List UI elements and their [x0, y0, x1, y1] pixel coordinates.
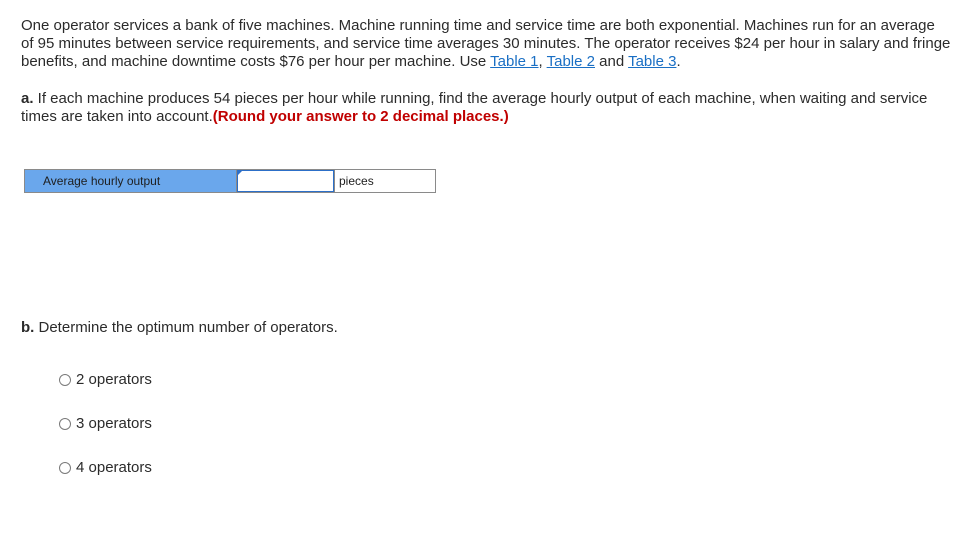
- problem-text: One operator services a bank of five machines. Machine running time and service time are both exponential. Machines run for an average of 95 minutes between service requirements, and service time averages 30 minutes. The operator receives $24 per hour in salary and fringe benefits, and machine downtime costs $76 per hour per machine. Use: [21, 17, 951, 70]
- problem-statement: [21, 17, 951, 71]
- part-b-question: [21, 319, 338, 337]
- option-label: 3 operators: [76, 415, 152, 432]
- answer-row-label: Average hourly output: [25, 170, 237, 192]
- table-3-link[interactable]: Table 3: [628, 53, 677, 70]
- part-b-text: Determine the optimum number of operators.: [34, 319, 338, 336]
- option-label: 2 operators: [76, 371, 152, 388]
- table-2-link[interactable]: Table 2: [546, 53, 595, 70]
- radio-button-icon[interactable]: [59, 374, 71, 386]
- answer-input-cell: [237, 170, 335, 192]
- link-separator: and: [594, 53, 629, 70]
- radio-button-icon[interactable]: [59, 462, 71, 474]
- option-2-operators[interactable]: [59, 371, 152, 389]
- link-separator: ,: [538, 53, 547, 70]
- period: .: [676, 53, 681, 70]
- part-a-text: If each machine produces 54 pieces per hour while running, find the average hourly output of each machine, when waiting and service times are taken into account.: [21, 90, 928, 125]
- radio-button-icon[interactable]: [59, 418, 71, 430]
- part-a-question: [21, 90, 951, 126]
- option-label: 4 operators: [76, 459, 152, 476]
- option-4-operators[interactable]: [59, 459, 152, 477]
- part-a-label: a.: [21, 90, 34, 107]
- part-b-label: b.: [21, 319, 35, 336]
- average-hourly-output-input[interactable]: [237, 170, 334, 192]
- rounding-instruction: (Round your answer to 2 decimal places.): [212, 108, 509, 125]
- option-3-operators[interactable]: [59, 415, 152, 433]
- answer-table: [24, 169, 436, 193]
- answer-unit: pieces: [339, 174, 374, 188]
- table-1-link[interactable]: Table 1: [490, 53, 539, 70]
